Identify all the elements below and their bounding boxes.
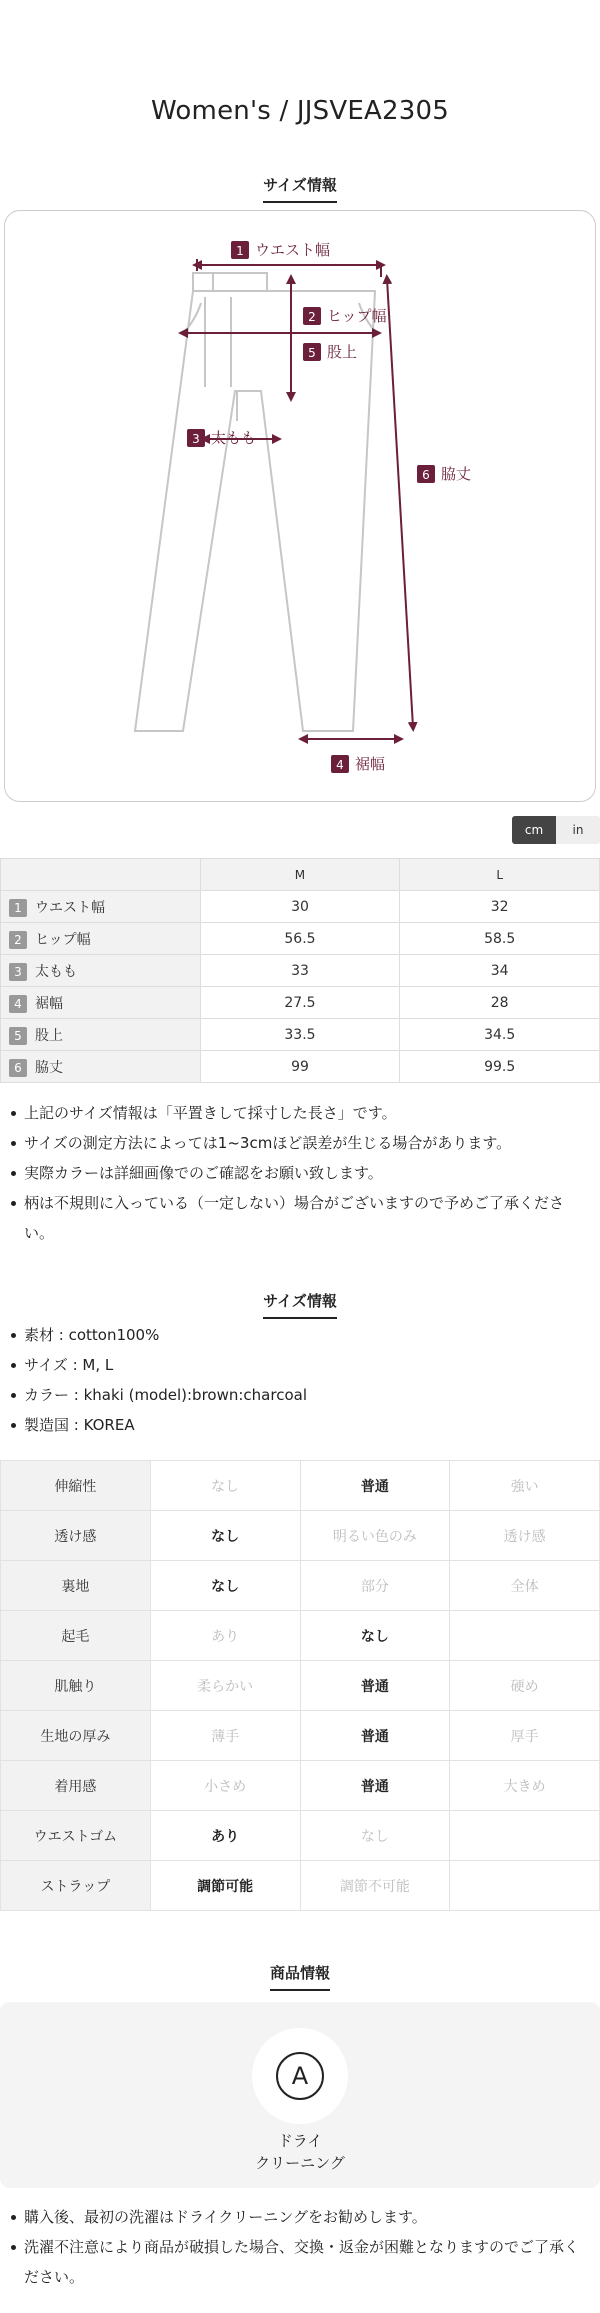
svg-text:3: 3 <box>192 432 200 446</box>
spec-list <box>24 1320 584 1440</box>
size-col-l: L <box>400 859 600 891</box>
fabric-option: 部分 <box>300 1561 450 1611</box>
fabric-option: 明るい色のみ <box>300 1511 450 1561</box>
size-notes-list <box>24 1098 584 1248</box>
fabric-option: 調節不可能 <box>300 1861 450 1911</box>
list-item: 購入後、最初の洗濯はドライクリーニングをお勧めします。 <box>24 2202 584 2232</box>
unit-in-button[interactable]: in <box>556 816 600 844</box>
fabric-option: 調節可能 <box>150 1861 300 1911</box>
fabric-option: 厚手 <box>450 1711 600 1761</box>
table-row <box>1 1811 600 1861</box>
unit-toggle[interactable] <box>512 816 600 844</box>
svg-text:6: 6 <box>422 468 430 482</box>
list-item: サイズ : M, L <box>24 1350 584 1380</box>
product-info-heading: 商品情報 <box>0 1962 600 1991</box>
svg-text:2: 2 <box>308 310 316 324</box>
table-row: 3 太もも 33 34 <box>1 955 600 987</box>
fabric-option: 普通 <box>300 1711 450 1761</box>
fabric-option <box>450 1611 600 1661</box>
fabric-label: 伸縮性 <box>1 1461 151 1511</box>
label-outseam <box>417 465 471 483</box>
svg-text:脇丈: 脇丈 <box>441 465 472 483</box>
product-notes-list <box>24 2202 584 2292</box>
table-row: 5 股上 33.5 34.5 <box>1 1019 600 1051</box>
fabric-option: 小さめ <box>150 1761 300 1811</box>
label-hem <box>331 755 385 773</box>
svg-text:4: 4 <box>336 758 344 772</box>
fabric-option: 普通 <box>300 1761 450 1811</box>
fabric-option: 硬め <box>450 1661 600 1711</box>
fabric-option: 薄手 <box>150 1711 300 1761</box>
list-item: 上記のサイズ情報は「平置きして採寸した長さ」です。 <box>24 1098 584 1128</box>
fabric-option: あり <box>150 1611 300 1661</box>
fabric-option: 透け感 <box>450 1511 600 1561</box>
fabric-option: なし <box>150 1511 300 1561</box>
fabric-option: 強い <box>450 1461 600 1511</box>
svg-text:5: 5 <box>308 346 316 360</box>
table-row <box>1 1611 600 1661</box>
fabric-option: 普通 <box>300 1661 450 1711</box>
list-item: 素材 : cotton100% <box>24 1320 584 1350</box>
fabric-label: 裏地 <box>1 1561 151 1611</box>
detail-info-heading: サイズ情報 <box>0 1290 600 1319</box>
table-row: 1 ウエスト幅 30 32 <box>1 891 600 923</box>
list-item: 実際カラーは詳細画像でのご確認をお願い致します。 <box>24 1158 584 1188</box>
label-waist <box>231 241 330 259</box>
size-col-blank <box>1 859 201 891</box>
svg-text:股上: 股上 <box>327 343 358 361</box>
table-row <box>1 1461 600 1511</box>
fabric-option <box>450 1811 600 1861</box>
dry-clean-icon: A <box>252 2028 348 2124</box>
table-row <box>1 1711 600 1761</box>
list-item: 柄は不規則に入っている（一定しない）場合がございますので予めご了承ください。 <box>24 1188 584 1248</box>
table-row <box>1 1861 600 1911</box>
fabric-option: なし <box>150 1461 300 1511</box>
fabric-option: なし <box>300 1611 450 1661</box>
fabric-option: なし <box>150 1561 300 1611</box>
fabric-label: ストラップ <box>1 1861 151 1911</box>
fabric-option: 全体 <box>450 1561 600 1611</box>
fabric-table <box>0 1460 600 1911</box>
fabric-label: 生地の厚み <box>1 1711 151 1761</box>
care-instructions-box <box>0 2002 600 2188</box>
list-item: 製造国 : KOREA <box>24 1410 584 1440</box>
svg-text:ウエスト幅: ウエスト幅 <box>255 241 331 259</box>
pants-size-diagram <box>4 210 596 802</box>
page-title: Women's / JJSVEA2305 <box>151 96 449 126</box>
list-item: サイズの測定方法によっては1~3cmほど誤差が生じる場合があります。 <box>24 1128 584 1158</box>
svg-text:1: 1 <box>236 244 244 258</box>
fabric-option <box>450 1861 600 1911</box>
svg-text:太もも: 太もも <box>211 429 257 447</box>
table-row <box>1 1761 600 1811</box>
table-row: 6 脇丈 99 99.5 <box>1 1051 600 1083</box>
table-row: 2 ヒップ幅 56.5 58.5 <box>1 923 600 955</box>
fabric-option: 柔らかい <box>150 1661 300 1711</box>
table-row: 4 裾幅 27.5 28 <box>1 987 600 1019</box>
fabric-label: 着用感 <box>1 1761 151 1811</box>
size-col-m: M <box>200 859 400 891</box>
fabric-option: あり <box>150 1811 300 1861</box>
fabric-label: 肌触り <box>1 1661 151 1711</box>
list-item: 洗濯不注意により商品が破損した場合、交換・返金が困難となりますのでご了承ください。 <box>24 2232 584 2292</box>
table-row <box>1 1661 600 1711</box>
unit-cm-button[interactable]: cm <box>512 816 556 844</box>
label-hip <box>303 307 387 325</box>
fabric-option: 普通 <box>300 1461 450 1511</box>
care-label: ドライ クリーニング <box>255 2132 345 2172</box>
list-item: カラー : khaki (model):brown:charcoal <box>24 1380 584 1410</box>
table-row <box>1 1511 600 1561</box>
label-thigh <box>187 429 256 447</box>
pants-outline <box>135 273 377 731</box>
label-rise <box>303 343 357 361</box>
svg-text:ヒップ幅: ヒップ幅 <box>327 307 387 325</box>
fabric-label: ウエストゴム <box>1 1811 151 1861</box>
table-row <box>1 1561 600 1611</box>
fabric-label: 透け感 <box>1 1511 151 1561</box>
svg-text:裾幅: 裾幅 <box>355 755 386 773</box>
size-info-heading: サイズ情報 <box>0 174 600 203</box>
size-table <box>0 858 600 1083</box>
fabric-label: 起毛 <box>1 1611 151 1661</box>
fabric-option: 大きめ <box>450 1761 600 1811</box>
fabric-option: なし <box>300 1811 450 1861</box>
